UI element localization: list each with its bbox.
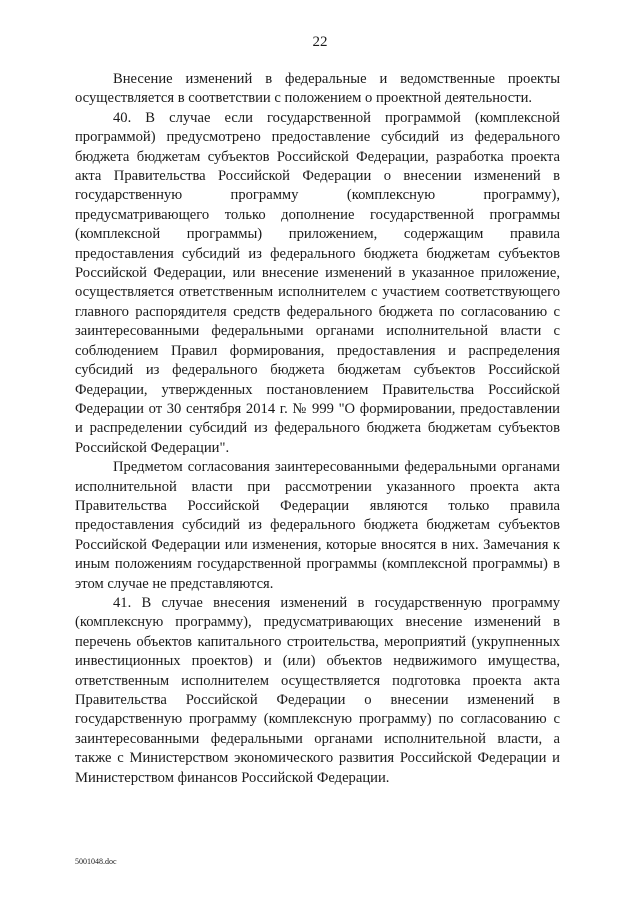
paragraph-clause-40: 40. В случае если государственной программой (комплексной программой) предусмотрено предоставление субсидий из федерального бюджета бюджетам субъектов Российской Федерации, разработка проекта акта Правительства Российской Федерации о внесении изменений в государственную программу (комплексную программу), предусматривающего только дополнение государственной программы (комплексной программы) приложением, содержащим правила предоставления субсидий из федерального бюджета бюджетам субъектов Российской Федерации, или внесение изменений в указанное приложение, осуществляется ответственным исполнителем с участием соответствующего главного распорядителя средств федерального бюджета по согласованию с заинтересованными федеральными органами исполнительной власти с соблюдением Правил формирования, предоставления и распределения субсидий из федерального бюджета бюджетам субъектов Российской Федерации, утвержденных постановлением Правительства Российской Федерации от 30 сентября 2014 г. № 999 "О формировании, предоставлении и распределении субсидий из федерального бюджета бюджетам субъектов Российской Федерации".: [75, 109, 560, 456]
document-body: [75, 70, 560, 788]
paragraph-approval-subject: Предметом согласования заинтересованными федеральными органами исполнительной власти при рассмотрении указанного проекта акта Правительства Российской Федерации являются только правила предоставления субсидий из федерального бюджета бюджетам субъектов Российской Федерации или изменения, которые вносятся в них. Замечания к иным положениям государственной программы (комплексной программы) в этом случае не представляются.: [75, 459, 560, 592]
paragraph-clause-41: 41. В случае внесения изменений в государственную программу (комплексную программу), предусматривающих внесение изменений в перечень объектов капитального строительства, мероприятий (укрупненных инвестиционных проектов) и (или) объектов недвижимого имущества, ответственным исполнителем осуществляется подготовка проекта акта Правительства Российской Федерации о внесении изменений в государственную программу (комплексную программу) по согласованию с заинтересованными федеральными органами исполнительной власти, а также с Министерством экономического развития Российской Федерации и Министерством финансов Российской Федерации.: [75, 594, 560, 786]
paragraph-project-changes: Внесение изменений в федеральные и ведомственные проекты осуществляется в соответствии с положением о проектной деятельности.: [75, 71, 560, 107]
page-number: 22: [312, 34, 328, 50]
document-filename: 5001048.doc: [75, 857, 117, 866]
